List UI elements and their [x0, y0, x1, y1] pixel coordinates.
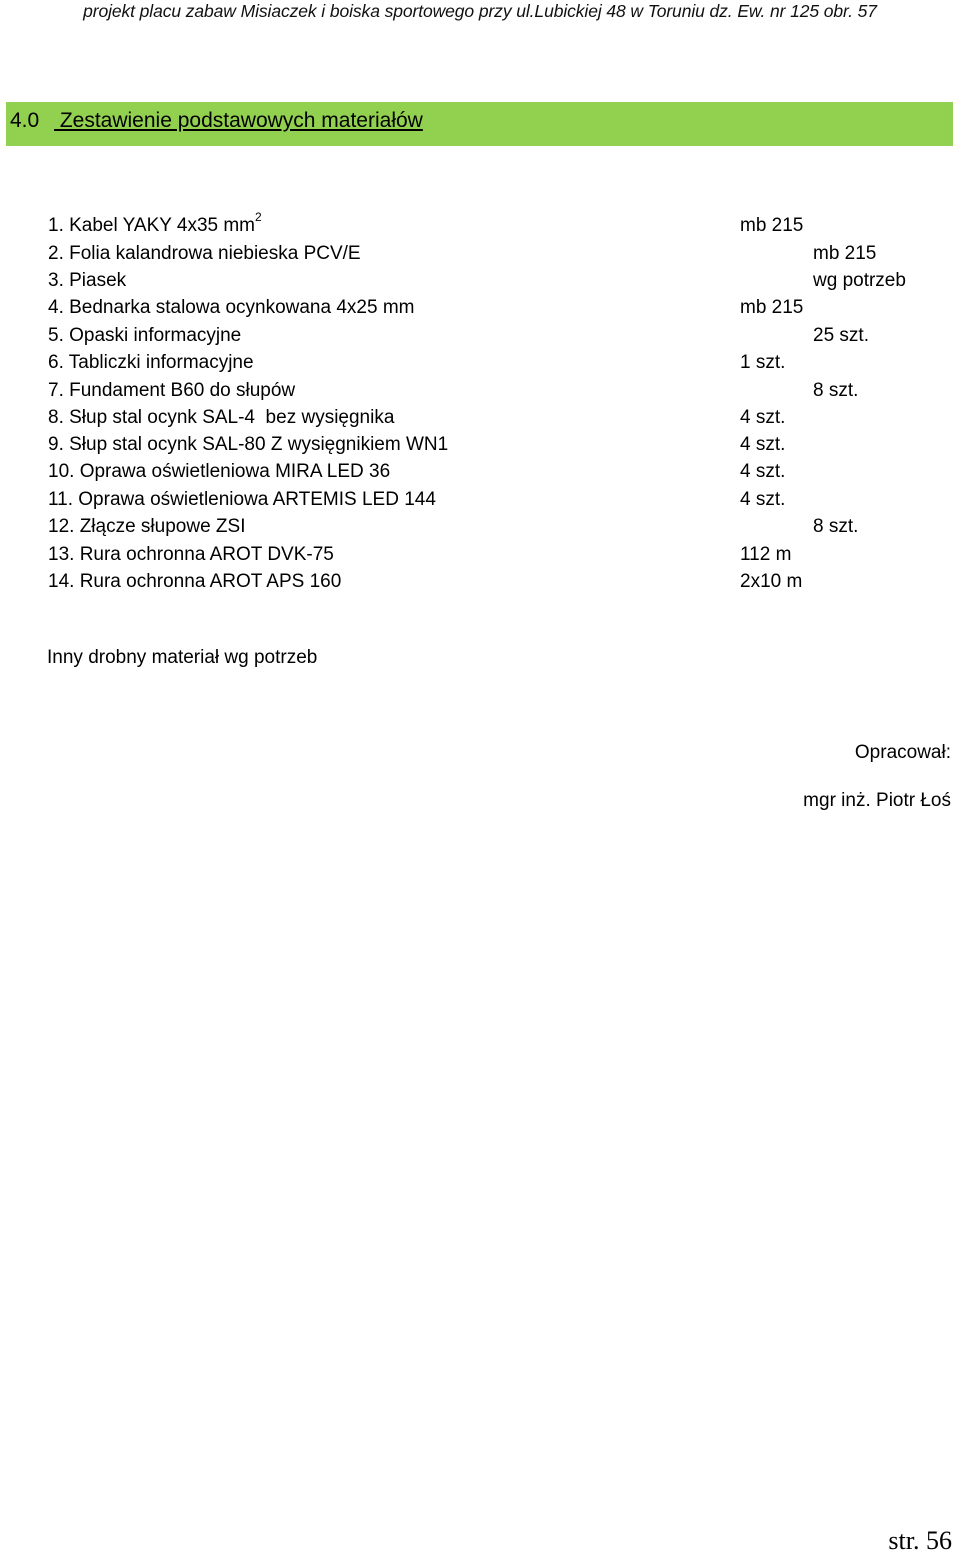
material-name: 14. Rura ochronna AROT APS 160 [48, 571, 342, 592]
material-name: 12. Złącze słupowe ZSI [48, 516, 246, 537]
material-item [0, 349, 960, 376]
material-quantity: mb 215 [740, 297, 804, 318]
material-name: 2. Folia kalandrowa niebieska PCV/E [48, 243, 361, 264]
material-item [0, 404, 960, 431]
material-quantity: 4 szt. [740, 461, 786, 482]
material-name: 3. Piasek [48, 270, 127, 291]
superscript: 2 [255, 209, 262, 224]
material-item [0, 458, 960, 485]
material-quantity: 4 szt. [740, 489, 786, 510]
material-item [0, 267, 960, 294]
material-quantity: 1 szt. [740, 352, 786, 373]
material-quantity: 4 szt. [740, 434, 786, 455]
section-heading [6, 102, 953, 146]
material-item [0, 431, 960, 458]
material-quantity: 8 szt. [813, 380, 859, 401]
material-name: 13. Rura ochronna AROT DVK-75 [48, 544, 334, 565]
author-label: Opracował: [854, 742, 951, 763]
author-name: mgr inż. Piotr Łoś [803, 790, 951, 811]
material-item [0, 322, 960, 349]
material-quantity: mb 215 [813, 243, 877, 264]
material-item [0, 513, 960, 540]
material-name: 9. Słup stal ocynk SAL-80 Z wysięgnikiem WN1 [48, 434, 449, 455]
material-quantity: 112 m [740, 544, 792, 565]
material-quantity: mb 215 [740, 215, 804, 236]
material-item [0, 541, 960, 568]
material-quantity: wg potrzeb [813, 270, 906, 291]
material-item [0, 568, 960, 595]
material-item [0, 294, 960, 321]
material-item [0, 486, 960, 513]
page-number: str. 56 [888, 1526, 952, 1555]
section-title: Zestawienie podstawowych materiałów [54, 109, 423, 132]
additional-note: Inny drobny materiał wg potrzeb [47, 647, 318, 668]
material-item [0, 240, 960, 267]
material-quantity: 4 szt. [740, 407, 786, 428]
material-name: 5. Opaski informacyjne [48, 325, 242, 346]
material-name: 4. Bednarka stalowa ocynkowana 4x25 mm [48, 297, 415, 318]
material-name: 1. Kabel YAKY 4x35 mm [48, 215, 256, 236]
material-quantity: 8 szt. [813, 516, 859, 537]
section-number: 4.0 [10, 109, 40, 132]
material-name: 8. Słup stal ocynk SAL-4 bez wysięgnika [48, 407, 395, 428]
document-header: projekt placu zabaw Misiaczek i boiska sportowego przy ul.Lubickiej 48 w Toruniu dz. Ew. nr 125 obr. 57 [83, 1, 877, 21]
material-name: 11. Oprawa oświetleniowa ARTEMIS LED 144 [48, 489, 436, 510]
material-quantity: 25 szt. [813, 325, 869, 346]
material-item [0, 209, 960, 239]
material-name: 6. Tabliczki informacyjne [48, 352, 254, 373]
material-quantity: 2x10 m [740, 571, 803, 592]
material-name: 10. Oprawa oświetleniowa MIRA LED 36 [48, 461, 391, 482]
material-item [0, 377, 960, 404]
material-name: 7. Fundament B60 do słupów [48, 380, 296, 401]
